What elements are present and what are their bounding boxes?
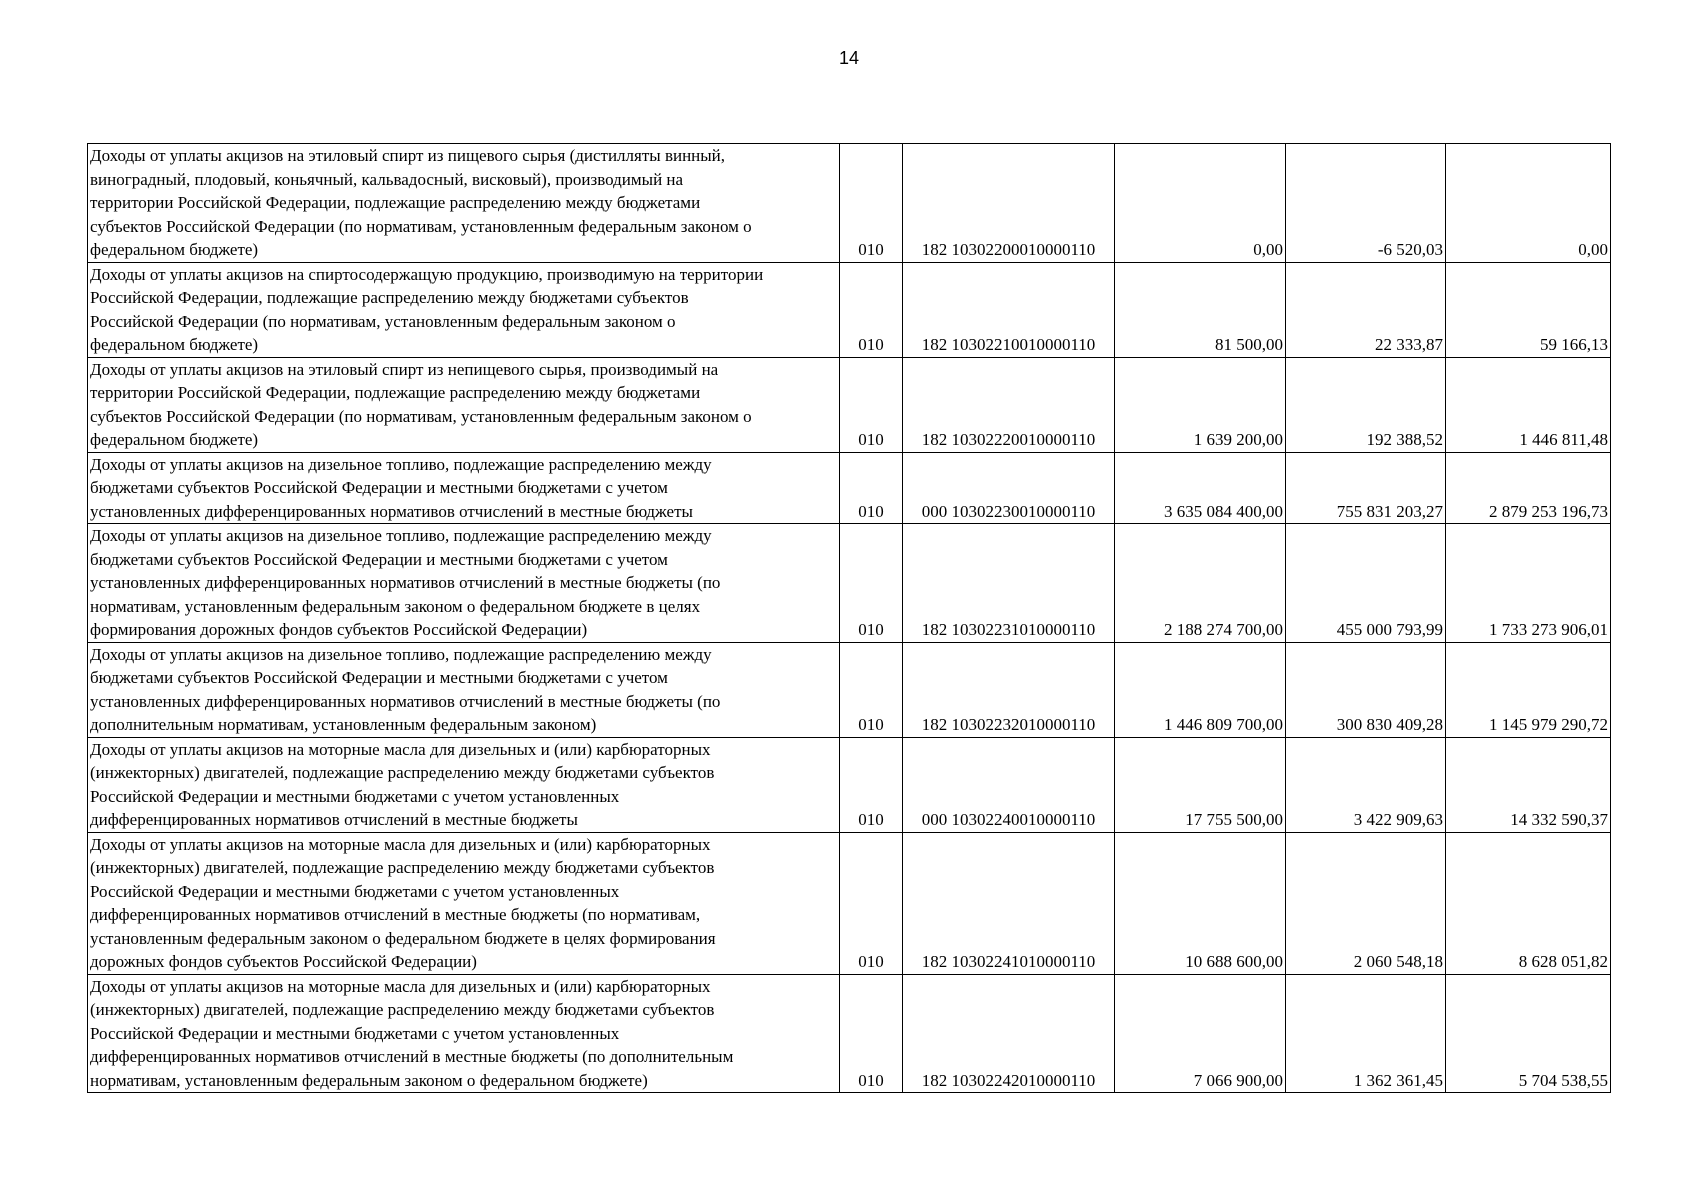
row-line-code: 010 [840,357,903,452]
row-line-code: 010 [840,642,903,737]
row-executed: 1 362 361,45 [1286,974,1446,1093]
row-budget-code: 182 10302210010000110 [903,262,1115,357]
row-description: Доходы от уплаты акцизов на моторные масла для дизельных и (или) карбюраторных (инжекторных) двигателей, подлежащие распределению между бюджетами субъектов Российской Федерации и местными бюджетами с учетом установленных дифференцированных нормативов отчислений в местные бюджеты [88,737,840,832]
table-row [88,452,1611,524]
row-unexecuted: 1 446 811,48 [1446,357,1611,452]
row-unexecuted: 14 332 590,37 [1446,737,1611,832]
row-description: Доходы от уплаты акцизов на дизельное топливо, подлежащие распределению между бюджетами субъектов Российской Федерации и местными бюджетами с учетом установленных дифференцированных нормативов отчислений в местные бюджеты [88,452,840,524]
table-row [88,832,1611,974]
row-approved: 3 635 084 400,00 [1115,452,1286,524]
row-budget-code: 000 10302240010000110 [903,737,1115,832]
row-executed: 192 388,52 [1286,357,1446,452]
row-budget-code: 182 10302241010000110 [903,832,1115,974]
row-description: Доходы от уплаты акцизов на этиловый спирт из непищевого сырья, производимый на территории Российской Федерации, подлежащие распределению между бюджетами субъектов Российской Федерации (по нормативам, установленным федеральным законом о федеральном бюджете) [88,357,840,452]
row-line-code: 010 [840,737,903,832]
row-executed: 22 333,87 [1286,262,1446,357]
row-approved: 1 639 200,00 [1115,357,1286,452]
row-approved: 81 500,00 [1115,262,1286,357]
row-executed: 455 000 793,99 [1286,524,1446,643]
row-description: Доходы от уплаты акцизов на моторные масла для дизельных и (или) карбюраторных (инжекторных) двигателей, подлежащие распределению между бюджетами субъектов Российской Федерации и местными бюджетами с учетом установленных дифференцированных нормативов отчислений в местные бюджеты (по дополнительным нормативам, установленным федеральным законом о федеральном бюджете) [88,974,840,1093]
row-approved: 0,00 [1115,144,1286,263]
row-line-code: 010 [840,144,903,263]
table-row [88,524,1611,643]
row-unexecuted: 8 628 051,82 [1446,832,1611,974]
row-line-code: 010 [840,524,903,643]
revenue-table [87,143,1611,1093]
row-description: Доходы от уплаты акцизов на этиловый спирт из пищевого сырья (дистилляты винный, виноградный, плодовый, коньячный, кальвадосный, висковый), производимый на территории Российской Федерации, подлежащие распределению между бюджетами субъектов Российской Федерации (по нормативам, установленным федеральным законом о федеральном бюджете) [88,144,840,263]
row-unexecuted: 1 733 273 906,01 [1446,524,1611,643]
row-line-code: 010 [840,974,903,1093]
row-description: Доходы от уплаты акцизов на спиртосодержащую продукцию, производимую на территории Российской Федерации, подлежащие распределению между бюджетами субъектов Российской Федерации (по нормативам, установленным федеральным законом о федеральном бюджете) [88,262,840,357]
row-unexecuted: 2 879 253 196,73 [1446,452,1611,524]
table-row [88,642,1611,737]
row-unexecuted: 5 704 538,55 [1446,974,1611,1093]
row-approved: 2 188 274 700,00 [1115,524,1286,643]
row-executed: 2 060 548,18 [1286,832,1446,974]
row-executed: 3 422 909,63 [1286,737,1446,832]
row-executed: -6 520,03 [1286,144,1446,263]
row-description: Доходы от уплаты акцизов на моторные масла для дизельных и (или) карбюраторных (инжекторных) двигателей, подлежащие распределению между бюджетами субъектов Российской Федерации и местными бюджетами с учетом установленных дифференцированных нормативов отчислений в местные бюджеты (по нормативам, установленным федеральным законом о федеральном бюджете в целях формирования дорожных фондов субъектов Российской Федерации) [88,832,840,974]
table-row [88,974,1611,1093]
row-description: Доходы от уплаты акцизов на дизельное топливо, подлежащие распределению между бюджетами субъектов Российской Федерации и местными бюджетами с учетом установленных дифференцированных нормативов отчислений в местные бюджеты (по нормативам, установленным федеральным законом о федеральном бюджете в целях формирования дорожных фондов субъектов Российской Федерации) [88,524,840,643]
row-line-code: 010 [840,262,903,357]
row-budget-code: 182 10302232010000110 [903,642,1115,737]
row-executed: 755 831 203,27 [1286,452,1446,524]
row-executed: 300 830 409,28 [1286,642,1446,737]
row-unexecuted: 0,00 [1446,144,1611,263]
table-row [88,144,1611,263]
row-unexecuted: 59 166,13 [1446,262,1611,357]
row-line-code: 010 [840,832,903,974]
row-approved: 7 066 900,00 [1115,974,1286,1093]
row-approved: 17 755 500,00 [1115,737,1286,832]
row-unexecuted: 1 145 979 290,72 [1446,642,1611,737]
row-budget-code: 000 10302230010000110 [903,452,1115,524]
table-row [88,737,1611,832]
page-number: 14 [838,48,860,68]
table-row [88,262,1611,357]
row-budget-code: 182 10302242010000110 [903,974,1115,1093]
row-approved: 1 446 809 700,00 [1115,642,1286,737]
row-line-code: 010 [840,452,903,524]
row-budget-code: 182 10302220010000110 [903,357,1115,452]
row-description: Доходы от уплаты акцизов на дизельное топливо, подлежащие распределению между бюджетами субъектов Российской Федерации и местными бюджетами с учетом установленных дифференцированных нормативов отчислений в местные бюджеты (по дополнительным нормативам, установленным федеральным законом) [88,642,840,737]
row-budget-code: 182 10302200010000110 [903,144,1115,263]
table-row [88,357,1611,452]
row-budget-code: 182 10302231010000110 [903,524,1115,643]
row-approved: 10 688 600,00 [1115,832,1286,974]
